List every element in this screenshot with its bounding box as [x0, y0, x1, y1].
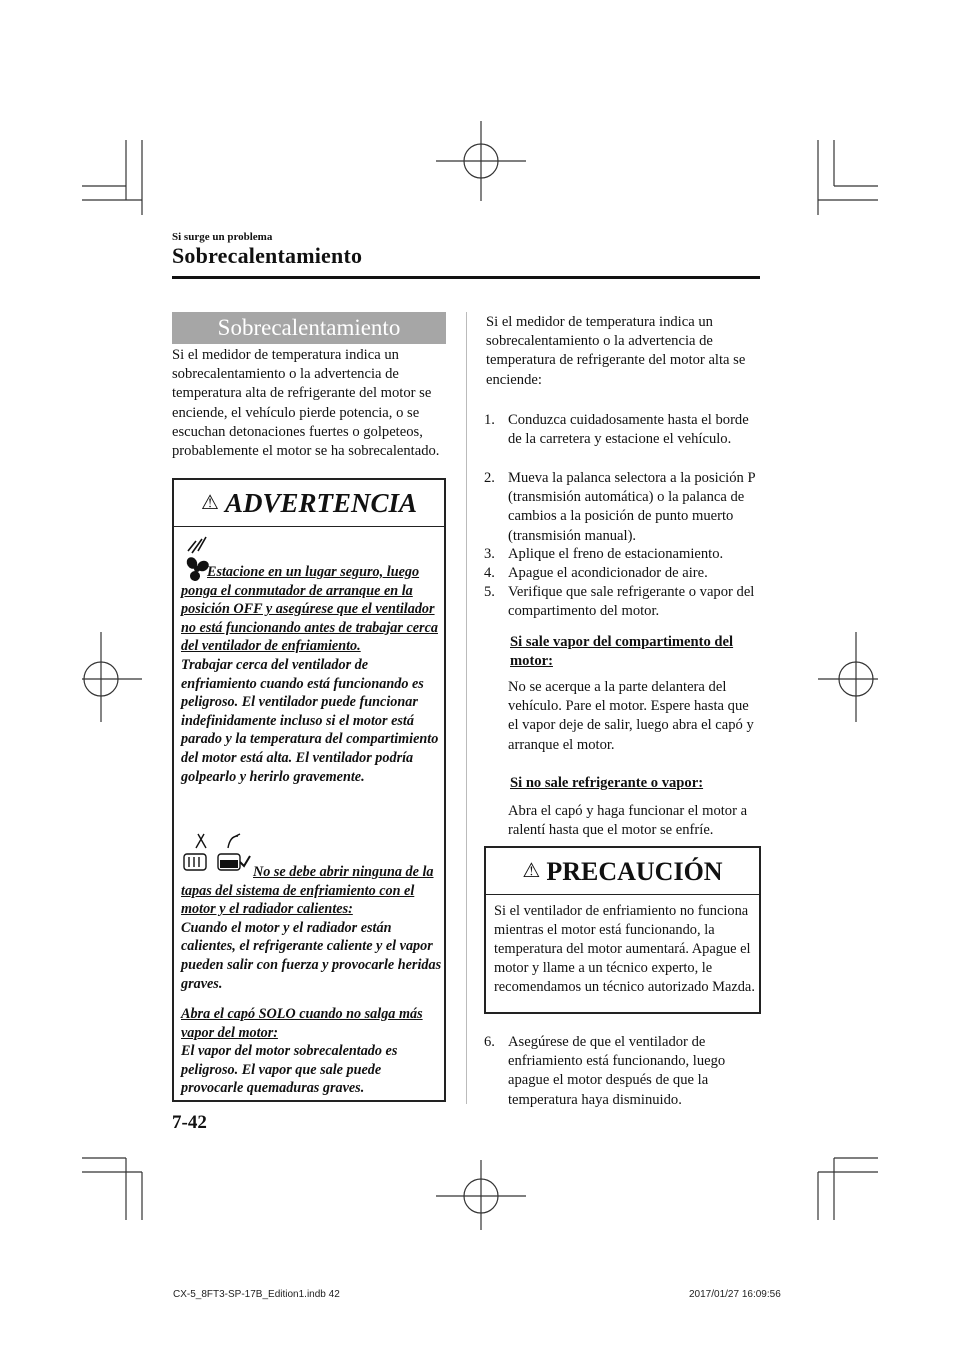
page-number: 7-42: [172, 1112, 207, 1133]
warning-header: [174, 480, 444, 527]
footer-timestamp: 2017/01/27 16:09:56: [689, 1289, 781, 1300]
caution-header: [486, 848, 759, 895]
header-rule: [172, 276, 760, 279]
step-2: [484, 469, 762, 546]
step-text: Verifique que sale refrigerante o vapor del compartimento del motor.: [508, 584, 755, 620]
section-banner: Sobrecalentamiento: [172, 312, 446, 344]
warning-p2-underlined: No se debe abrir ninguna de la tapas del sistema de enfriamiento con el motor y el radiador calientes:: [181, 864, 434, 918]
step-text: Apague el acondicionador de aire.: [508, 565, 708, 581]
step-text: Mueva la palanca selectora a la posición P (transmisión automática) o la palanca de cambios a la posición de punto muerto (transmisión manual).: [508, 470, 756, 544]
caution-box: [484, 846, 761, 1014]
step-text: Aplique el freno de estacionamiento.: [508, 546, 724, 562]
footer-file: CX-5_8FT3-SP-17B_Edition1.indb 42: [173, 1289, 340, 1300]
step-5: [484, 583, 762, 621]
step-number: 3.: [484, 546, 495, 562]
step-text: Asegúrese de que el ventilador de enfriamiento está funcionando, luego apague el motor después de que la temperatura haya disminuido.: [508, 1034, 726, 1108]
step-number: 6.: [484, 1034, 495, 1050]
intro-paragraph: Si el medidor de temperatura indica un sobrecalentamiento o la advertencia de temperatura alta de refrigerante del motor se enciende, el vehículo pierde potencia, o se escuchan detonaciones fuertes o golpeteos, probablemente el motor se ha sobrecalentado.: [172, 347, 440, 460]
step-4: [484, 564, 762, 583]
step-6: [484, 1033, 762, 1110]
warning-p3-underlined: Abra el capó SOLO cuando no salga más vapor del motor:: [181, 1006, 423, 1041]
column-divider: [466, 312, 467, 1104]
no-steam-instructions: Abra el capó y haga funcionar el motor a ralentí hasta que el motor se enfríe.: [508, 803, 748, 839]
subheading-no-steam: Si no sale refrigerante o vapor:: [510, 775, 704, 791]
step-text: Conduzca cuidadosamente hasta el borde de la carretera y estacione el vehículo.: [508, 412, 749, 448]
steam-instructions: No se acerque a la parte delantera del vehículo. Pare el motor. Espere hasta que el vapor deje de salir, luego abra el capó y arranque el motor.: [508, 679, 754, 753]
right-intro: Si el medidor de temperatura indica un sobrecalentamiento o la advertencia de temperatura de refrigerante del motor alta se enciende:: [486, 314, 746, 388]
warning-p3-body: El vapor del motor sobrecalentado es peligroso. El vapor que sale puede provocarle quemaduras graves.: [181, 1043, 398, 1097]
step-1: [484, 411, 762, 449]
step-number: 2.: [484, 470, 495, 486]
warning-p1-underlined: Estacione en un lugar seguro, luego ponga el conmutador de arranque en la posición OFF y asegúrese que el ventilador no está funcionando antes de trabajar cerca del ventilador de enfriamiento.: [181, 564, 438, 655]
warning-triangle-icon: ⚠: [201, 492, 219, 514]
warning-p2-body: Cuando el motor y el radiador están calientes, el refrigerante caliente y el vapor pueden salir con fuerza y provocarle heridas graves.: [181, 919, 442, 992]
subheading-steam: Si sale vapor del compartimento del motor:: [510, 634, 734, 670]
warning-p1-body: Trabajar cerca del ventilador de enfriamiento cuando está funcionando es peligroso. El ventilador puede funcionar indefinidamente incluso si el motor está parado y la temperatura del compartimiento del motor está alta. El ventilador podría golpearlo y herirlo gravemente.: [181, 656, 439, 785]
chapter-title: Sobrecalentamiento: [172, 243, 363, 268]
step-number: 4.: [484, 565, 495, 581]
section-label: Si surge un problema: [172, 231, 273, 243]
caution-triangle-icon: ⚠: [522, 860, 541, 882]
warning-title: ADVERTENCIA: [224, 488, 417, 518]
step-3: [484, 545, 762, 564]
step-number: 1.: [484, 412, 495, 428]
caution-text: Si el ventilador de enfriamiento no funciona mientras el motor está funcionando, la temperatura del motor aumentará. Apague el motor y llame a un técnico experto, le recomendamos un técnico autorizado Mazda.: [494, 903, 755, 995]
caution-title: PRECAUCIÓN: [546, 857, 723, 886]
step-number: 5.: [484, 584, 495, 600]
